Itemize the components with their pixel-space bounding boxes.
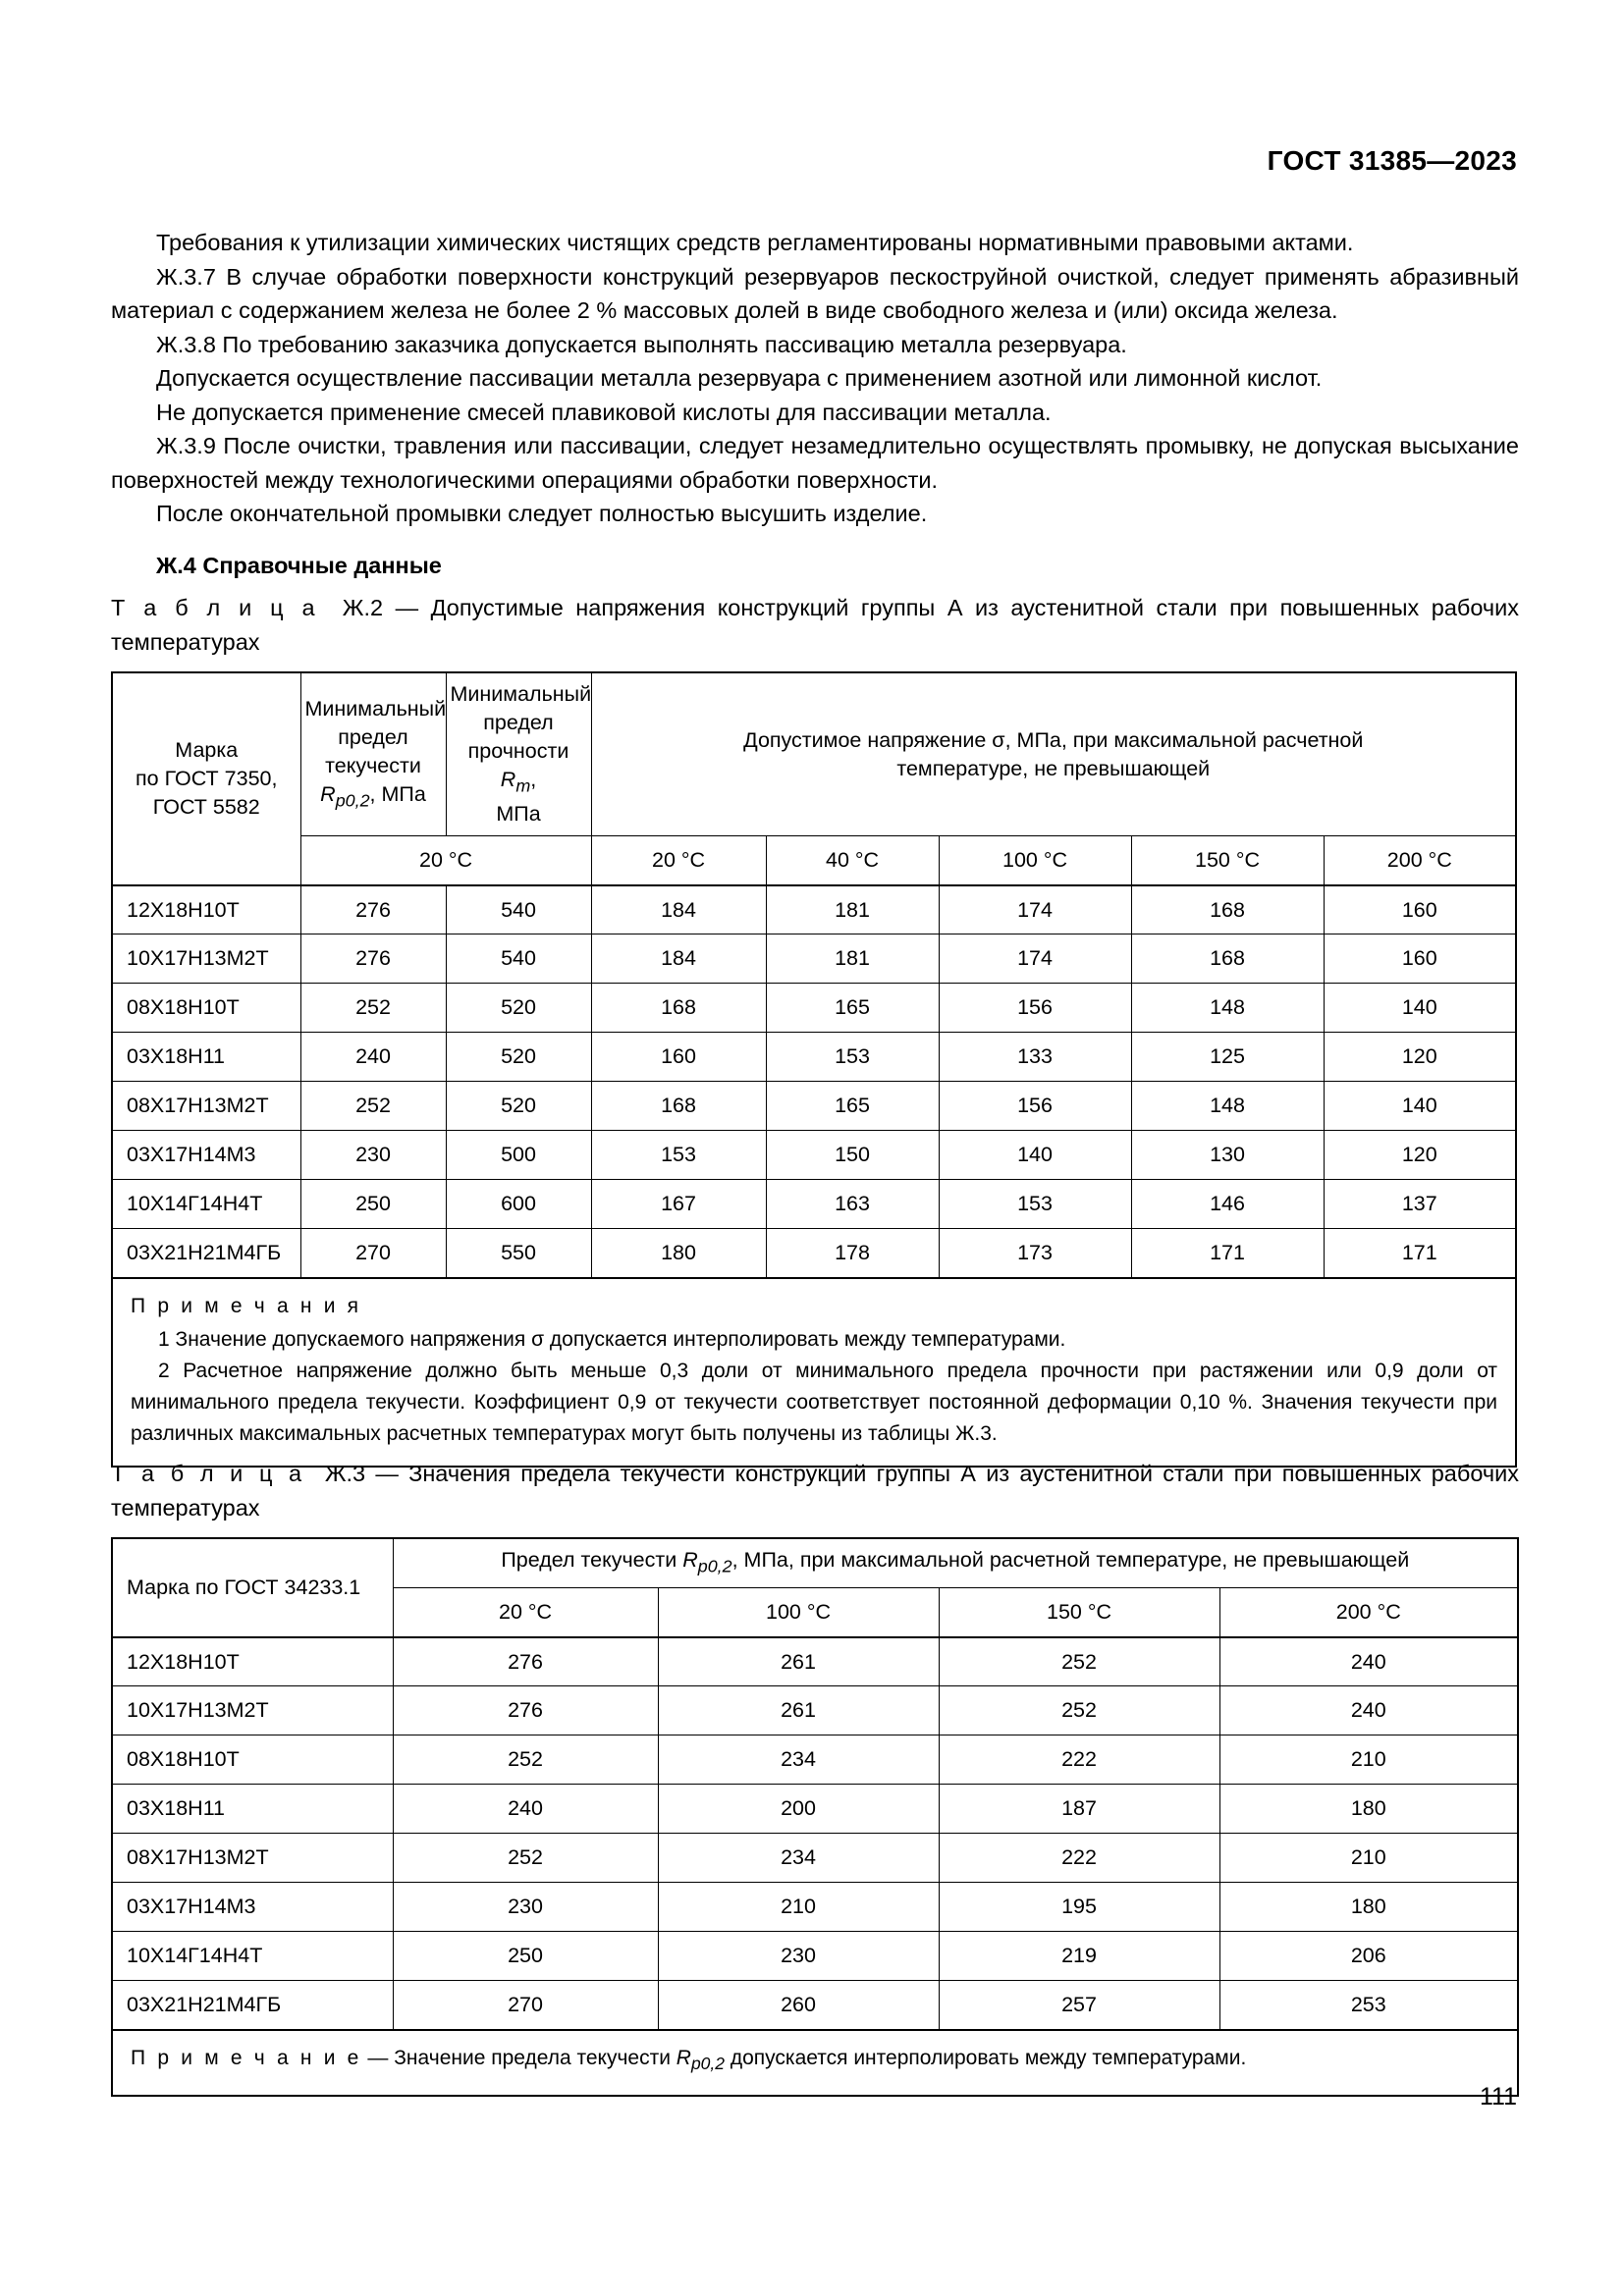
cell-yield-100: 210	[658, 1883, 939, 1932]
header-tensile-line1: Минимальный	[450, 682, 592, 706]
header-grade-line1: Марка	[175, 737, 239, 762]
table-row	[112, 1686, 1518, 1735]
table-row	[112, 1180, 1516, 1229]
header-temp-40: 40 °C	[766, 836, 939, 885]
cell-tensile: 520	[446, 984, 591, 1033]
table-row	[112, 934, 1516, 984]
cell-yield-150: 219	[939, 1932, 1219, 1981]
cell-stress-40: 163	[766, 1180, 939, 1229]
cell-yield: 252	[300, 1082, 446, 1131]
cell-stress-20: 184	[591, 934, 766, 984]
note-title: П р и м е ч а н и е	[131, 2046, 362, 2069]
cell-yield-100: 234	[658, 1834, 939, 1883]
table-row	[112, 1131, 1516, 1180]
cell-stress-20: 153	[591, 1131, 766, 1180]
cell-yield-100: 261	[658, 1637, 939, 1686]
header-grade-gost34233: Марка по ГОСТ 34233.1	[112, 1538, 393, 1637]
table-zh3-caption-text	[111, 1457, 1519, 1524]
cell-yield-200: 210	[1219, 1735, 1518, 1785]
header-yield-span-subscript: p0,2	[697, 1556, 732, 1576]
cell-yield-100: 234	[658, 1735, 939, 1785]
header-temp-20: 20 °C	[393, 1588, 658, 1637]
header-temp-20: 20 °C	[591, 836, 766, 885]
table-row	[112, 885, 1516, 934]
header-tensile-subscript: m	[515, 775, 531, 796]
header-grade-line2: по ГОСТ 7350,	[135, 766, 278, 790]
table-zh2-header-row-temps	[112, 836, 1516, 885]
header-yield-span-symbol: R	[682, 1548, 698, 1572]
cell-grade: 08Х17Н13М2Т	[112, 1834, 393, 1883]
header-temp-200: 200 °C	[1219, 1588, 1518, 1637]
cell-stress-150: 168	[1131, 885, 1324, 934]
cell-yield: 270	[300, 1229, 446, 1278]
cell-yield: 250	[300, 1180, 446, 1229]
header-yield-line3: текучести	[325, 753, 421, 777]
cell-yield-200: 180	[1219, 1785, 1518, 1834]
paragraph-final-drying: После окончательной промывки следует полностью высушить изделие.	[156, 501, 928, 526]
table-zh3	[111, 1537, 1519, 2097]
cell-yield-150: 252	[939, 1686, 1219, 1735]
table-row	[112, 1033, 1516, 1082]
page-number: 111	[1479, 2083, 1517, 2110]
cell-tensile: 540	[446, 934, 591, 984]
table-row	[112, 1883, 1518, 1932]
cell-stress-100: 140	[939, 1131, 1131, 1180]
cell-yield-100: 260	[658, 1981, 939, 2030]
notes-title: П р и м е ч а н и я	[131, 1294, 362, 1317]
cell-yield-200: 240	[1219, 1637, 1518, 1686]
cell-stress-100: 174	[939, 934, 1131, 984]
cell-stress-150: 168	[1131, 934, 1324, 984]
cell-stress-40: 181	[766, 934, 939, 984]
table-zh2-caption	[111, 591, 1519, 659]
table-zh2-wrapper	[111, 671, 1517, 1468]
paragraph-zh-3-8: Ж.3.8 По требованию заказчика допускается выполнять пассивацию металла резервуара.	[156, 331, 1127, 357]
cell-stress-20: 168	[591, 1082, 766, 1131]
table-zh2-header-row-main	[112, 672, 1516, 836]
header-temp-20-merged: 20 °C	[300, 836, 591, 885]
header-temp-150: 150 °C	[1131, 836, 1324, 885]
note-subscript: p0,2	[690, 2053, 726, 2073]
header-grade-line3: ГОСТ 5582	[152, 794, 260, 819]
cell-stress-20: 180	[591, 1229, 766, 1278]
cell-stress-200: 120	[1324, 1131, 1516, 1180]
cell-stress-200: 171	[1324, 1229, 1516, 1278]
cell-stress-40: 150	[766, 1131, 939, 1180]
cell-stress-200: 120	[1324, 1033, 1516, 1082]
cell-grade: 10Х14Г14Н4Т	[112, 1932, 393, 1981]
cell-yield-20: 252	[393, 1735, 658, 1785]
caption-number: Ж.3	[324, 1461, 366, 1486]
cell-tensile: 520	[446, 1033, 591, 1082]
cell-yield-150: 252	[939, 1637, 1219, 1686]
header-yield-unit: , МПа	[369, 781, 426, 806]
cell-tensile: 550	[446, 1229, 591, 1278]
table-zh2-notes	[112, 1278, 1516, 1467]
table-row	[112, 1932, 1518, 1981]
cell-yield: 276	[300, 934, 446, 984]
table-zh3-caption	[111, 1457, 1519, 1524]
cell-tensile: 600	[446, 1180, 591, 1229]
header-stress-line2: температуре, не превышающей	[896, 756, 1211, 780]
cell-grade: 03Х21Н21М4ГБ	[112, 1981, 393, 2030]
cell-stress-100: 133	[939, 1033, 1131, 1082]
table-row	[112, 1785, 1518, 1834]
caption-body: Значения предела текучести конструкций группы А из аустенитной стали при повышенных рабочих температурах	[111, 1461, 1520, 1521]
cell-stress-200: 160	[1324, 885, 1516, 934]
cell-yield-20: 250	[393, 1932, 658, 1981]
section-heading-zh-4: Ж.4 Справочные данные	[156, 552, 442, 578]
table-zh3-note-row	[112, 2030, 1518, 2096]
header-temp-100: 100 °C	[939, 836, 1131, 885]
note-text	[131, 2046, 1247, 2073]
table-row	[112, 1735, 1518, 1785]
cell-tensile: 500	[446, 1131, 591, 1180]
cell-yield-150: 257	[939, 1981, 1219, 2030]
table-zh2-notes-row	[112, 1278, 1516, 1467]
header-tensile-comma: ,	[530, 768, 537, 791]
cell-grade: 12Х18Н10Т	[112, 885, 300, 934]
cell-stress-200: 160	[1324, 934, 1516, 984]
caption-number: Ж.2	[342, 595, 384, 620]
note-item-1: 1 Значение допускаемого напряжения σ допускается интерполировать между температурами.	[158, 1327, 1066, 1351]
cell-stress-20: 160	[591, 1033, 766, 1082]
table-row	[112, 1229, 1516, 1278]
cell-yield-200: 180	[1219, 1883, 1518, 1932]
table-zh3-wrapper	[111, 1537, 1519, 2097]
cell-yield-150: 195	[939, 1883, 1219, 1932]
header-tensile-symbol: R	[500, 768, 516, 791]
header-allowable-stress	[591, 672, 1516, 836]
cell-stress-100: 173	[939, 1229, 1131, 1278]
cell-stress-40: 153	[766, 1033, 939, 1082]
header-tensile-unit: МПа	[496, 802, 541, 827]
table-row	[112, 984, 1516, 1033]
cell-yield-150: 187	[939, 1785, 1219, 1834]
cell-tensile: 540	[446, 885, 591, 934]
header-tensile-line3: прочности	[467, 739, 569, 763]
paragraph-zh-3-7: Ж.3.7 В случае обработки поверхности конструкций резервуаров пескоструйной очисткой, следует применять абразивный материал с содержанием железа не более 2 % массовых долей в виде свободного железа и (или) оксида железа.	[111, 263, 1519, 323]
cell-grade: 03Х17Н14М3	[112, 1883, 393, 1932]
cell-grade: 12Х18Н10Т	[112, 1637, 393, 1686]
cell-stress-100: 156	[939, 984, 1131, 1033]
cell-yield-100: 230	[658, 1932, 939, 1981]
cell-grade: 10Х17Н13М2Т	[112, 1686, 393, 1735]
cell-grade: 10Х14Г14Н4Т	[112, 1180, 300, 1229]
header-yield-span-post: , МПа, при максимальной расчетной температуре, не превышающей	[731, 1548, 1410, 1572]
header-yield-strength	[300, 672, 446, 836]
cell-grade: 03Х18Н11	[112, 1033, 300, 1082]
cell-stress-200: 140	[1324, 984, 1516, 1033]
table-zh3-note	[112, 2030, 1518, 2096]
cell-grade: 03Х18Н11	[112, 1785, 393, 1834]
cell-yield-200: 253	[1219, 1981, 1518, 2030]
note-text-pre: Значение предела текучести	[394, 2046, 677, 2069]
caption-dash: —	[395, 595, 419, 620]
table-zh2-caption-text	[111, 591, 1519, 659]
cell-stress-40: 165	[766, 1082, 939, 1131]
cell-grade: 03Х21Н21М4ГБ	[112, 1229, 300, 1278]
caption-body: Допустимые напряжения конструкций группы А из аустенитной стали при повышенных рабочих температурах	[111, 595, 1520, 655]
cell-stress-150: 125	[1131, 1033, 1324, 1082]
table-row	[112, 1834, 1518, 1883]
note-item-2: 2 Расчетное напряжение должно быть меньше 0,3 доли от минимального предела прочности при растяжении или 0,9 доли от минимального предела текучести. Коэффициент 0,9 от текучести соответствует постоянной деформации 0,10 %. Значения текучести при различных максимальных расчетных температурах могут быть получены из таблицы Ж.3.	[131, 1359, 1498, 1445]
cell-yield: 252	[300, 984, 446, 1033]
cell-stress-40: 178	[766, 1229, 939, 1278]
header-stress-line1: Допустимое напряжение σ, МПа, при максимальной расчетной	[743, 727, 1364, 752]
paragraph-hydrofluoric-prohibition: Не допускается применение смесей плавиковой кислоты для пассивации металла.	[156, 399, 1052, 425]
note-text-post: допускается интерполировать между температурами.	[725, 2046, 1247, 2069]
cell-stress-150: 130	[1131, 1131, 1324, 1180]
cell-yield-200: 240	[1219, 1686, 1518, 1735]
header-yield-span	[393, 1538, 1518, 1588]
paragraph-disposal-requirements: Требования к утилизации химических чистящих средств регламентированы нормативными правовыми актами.	[156, 230, 1354, 255]
cell-yield-150: 222	[939, 1735, 1219, 1785]
caption-label: Т а б л и ц а	[111, 595, 318, 620]
cell-stress-150: 146	[1131, 1180, 1324, 1229]
header-yield-subscript: p0,2	[335, 789, 370, 810]
note-symbol: R	[676, 2046, 691, 2069]
cell-yield-20: 230	[393, 1883, 658, 1932]
cell-tensile: 520	[446, 1082, 591, 1131]
cell-grade: 03Х17Н14М3	[112, 1131, 300, 1180]
cell-stress-150: 148	[1131, 1082, 1324, 1131]
table-row	[112, 1637, 1518, 1686]
cell-yield-100: 261	[658, 1686, 939, 1735]
cell-yield-200: 206	[1219, 1932, 1518, 1981]
header-tensile-strength	[446, 672, 591, 836]
cell-yield-20: 276	[393, 1686, 658, 1735]
table-row	[112, 1082, 1516, 1131]
cell-grade: 08Х18Н10Т	[112, 984, 300, 1033]
cell-yield: 276	[300, 885, 446, 934]
header-grade	[112, 672, 300, 885]
header-temp-100: 100 °C	[658, 1588, 939, 1637]
cell-yield-150: 222	[939, 1834, 1219, 1883]
header-yield-line2: предел	[338, 724, 408, 749]
cell-stress-100: 156	[939, 1082, 1131, 1131]
document-header-standard-number: ГОСТ 31385—2023	[1267, 145, 1517, 176]
paragraph-zh-3-9: Ж.3.9 После очистки, травления или пассивации, следует незамедлительно осуществлять промывку, не допуская высыхание поверхностей между технологическими операциями обработки поверхности.	[111, 433, 1519, 493]
table-row	[112, 1981, 1518, 2030]
header-temp-200: 200 °C	[1324, 836, 1516, 885]
cell-yield-20: 270	[393, 1981, 658, 2030]
header-tensile-line2: предел	[483, 711, 554, 734]
cell-stress-100: 174	[939, 885, 1131, 934]
cell-stress-20: 167	[591, 1180, 766, 1229]
cell-yield-20: 252	[393, 1834, 658, 1883]
header-temp-150: 150 °C	[939, 1588, 1219, 1637]
header-yield-symbol: R	[320, 781, 336, 806]
cell-yield-20: 240	[393, 1785, 658, 1834]
cell-yield: 230	[300, 1131, 446, 1180]
header-yield-line1: Минимальный	[304, 696, 447, 721]
cell-yield-200: 210	[1219, 1834, 1518, 1883]
table-zh2	[111, 671, 1517, 1468]
header-yield-span-pre: Предел текучести	[501, 1548, 683, 1572]
cell-yield-100: 200	[658, 1785, 939, 1834]
cell-stress-150: 171	[1131, 1229, 1324, 1278]
cell-stress-200: 140	[1324, 1082, 1516, 1131]
cell-stress-20: 184	[591, 885, 766, 934]
cell-yield-20: 276	[393, 1637, 658, 1686]
cell-stress-40: 165	[766, 984, 939, 1033]
cell-grade: 10Х17Н13М2Т	[112, 934, 300, 984]
body-text-block	[111, 226, 1519, 582]
cell-yield: 240	[300, 1033, 446, 1082]
cell-stress-100: 153	[939, 1180, 1131, 1229]
paragraph-passivation-acids: Допускается осуществление пассивации металла резервуара с применением азотной или лимонной кислот.	[156, 365, 1323, 391]
cell-grade: 08Х17Н13М2Т	[112, 1082, 300, 1131]
caption-dash: —	[375, 1461, 399, 1486]
cell-stress-200: 137	[1324, 1180, 1516, 1229]
cell-grade: 08Х18Н10Т	[112, 1735, 393, 1785]
caption-label: Т а б л и ц а	[111, 1461, 305, 1486]
cell-stress-40: 181	[766, 885, 939, 934]
table-zh3-header-row-main	[112, 1538, 1518, 1588]
note-dash: —	[367, 2046, 389, 2069]
cell-stress-150: 148	[1131, 984, 1324, 1033]
cell-stress-20: 168	[591, 984, 766, 1033]
